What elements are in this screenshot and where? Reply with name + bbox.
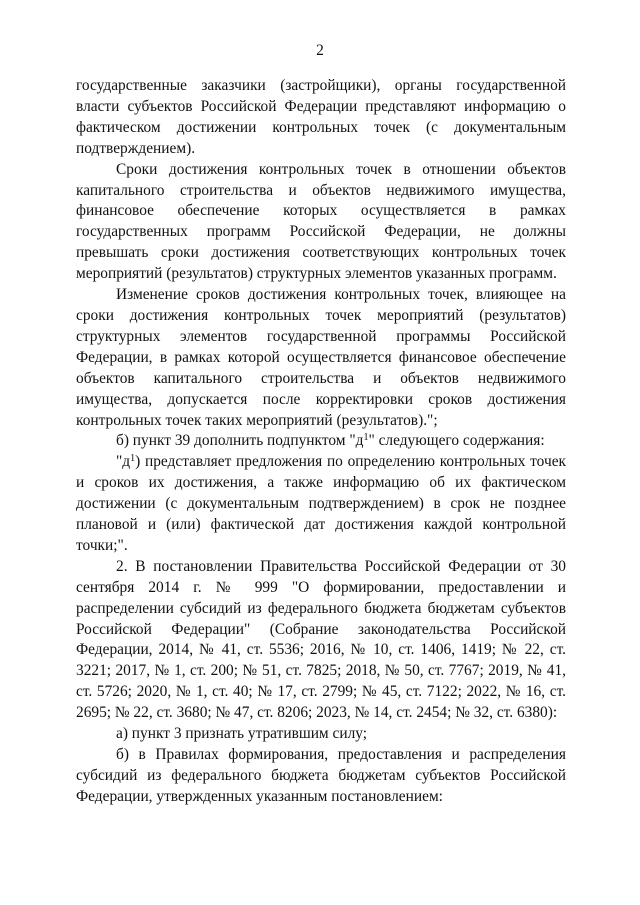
document-body (76, 76, 566, 808)
item-b-text-end: " следующего содержания: (368, 432, 545, 450)
superscript-one: 1 (130, 453, 136, 465)
item-b-point-39 (76, 431, 566, 452)
item-b-text-start: б) пункт 39 дополнить подпунктом "д (116, 432, 364, 450)
subitem-d1-text: ) представляет предложения по определению контрольных точек и сроков их достижения, а также информацию об их фактическом достижении (с документальным подтверждением) в срок не позднее плановой и (или) фактической дат достижения каждой контрольной точки;". (76, 453, 566, 554)
item-2-resolution: 2. В постановлении Правительства Российской Федерации от 30 сентября 2014 г. № 999 "О формировании, предоставлении и распределении субсидий из федерального бюджета бюджетам субъектов Российской Федерации" (Собрание законодательства Российской Федерации, 2014, № 41, ст. 5536; 2016, № 10, ст. 1406, 1419; № 22, ст. 3221; 2017, № 1, ст. 200; № 51, ст. 7825; 2018, № 50, ст. 7767; 2019, № 41, ст. 5726; 2020, № 1, ст. 40; № 17, ст. 2799; № 45, ст. 7122; 2022, № 16, ст. 2695; № 22, ст. 3680; № 47, ст. 8206; 2023, № 14, ст. 2454; № 32, ст. 6380): (76, 557, 566, 722)
paragraph-continuation: государственные заказчики (застройщики), органы государственной власти субъектов Российской Федерации представляют информацию о фактическом достижении контрольных точек (с документальным подтверждением). (76, 77, 566, 157)
item-2a: а) пункт 3 признать утратившим силу; (116, 725, 368, 743)
superscript-one: 1 (363, 432, 369, 444)
paragraph-deadlines: Сроки достижения контрольных точек в отношении объектов капитального строительства и объектов недвижимого имущества, финансовое обеспечение которых осуществляется в рамках государственных программ Российской Федерации, не должны превышать сроки достижения соответствующих контрольных точек мероприятий (результатов) структурных элементов указанных программ. (76, 160, 566, 283)
item-2b: б) в Правилах формирования, предоставления и распределения субсидий из федерального бюджета бюджетам субъектов Российской Федерации, утвержденных указанным постановлением: (76, 746, 566, 805)
subitem-d1 (76, 452, 566, 557)
page-number: 2 (316, 42, 324, 59)
subitem-d1-quote-start: "д (116, 453, 131, 471)
paragraph-changes: Изменение сроков достижения контрольных точек, влияющее на сроки достижения контрольных точек мероприятий (результатов) структурных элементов государственной программы Российской Федерации, в рамках которой осуществляется финансовое обеспечение объектов капитального строительства и объектов недвижимого имущества, допускается после корректировки сроков достижения контрольных точек таких мероприятий (результатов)."; (76, 286, 566, 429)
